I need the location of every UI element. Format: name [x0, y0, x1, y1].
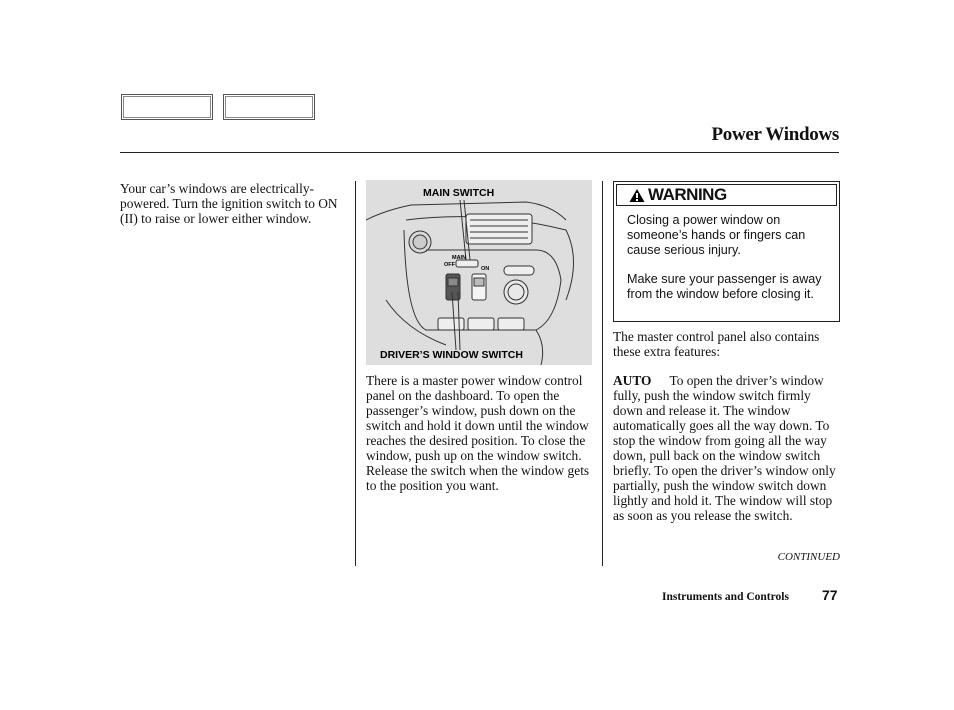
- warning-title: WARNING: [648, 185, 727, 204]
- switch-off-label: OFF: [444, 262, 455, 268]
- warning-box: [613, 181, 840, 322]
- nav-button-1[interactable]: [121, 94, 213, 120]
- drivers-window-switch-label: DRIVER’S WINDOW SWITCH: [380, 349, 523, 361]
- nav-button-2[interactable]: [223, 94, 315, 120]
- continued-label: CONTINUED: [777, 551, 840, 563]
- column-divider-1: [355, 181, 356, 566]
- page-title: Power Windows: [711, 124, 839, 145]
- auto-feature-paragraph: [613, 373, 839, 523]
- column-divider-2: [602, 181, 603, 566]
- auto-description: To open the driver’s window fully, push the window switch firmly down and release it. The window automatically goes all the way down. To stop the window from going all the way down, pull back on the window switch briefly. To open the driver’s window only partially, push the window switch down lightly and hold it. The window will stop as soon as you release the switch.: [613, 373, 836, 523]
- features-intro: The master control panel also contains these extra features:: [613, 329, 820, 359]
- switch-on-label: ON: [481, 266, 490, 272]
- page-number: 77: [822, 587, 838, 603]
- auto-term: AUTO: [613, 373, 652, 388]
- main-switch-label: MAIN SWITCH: [423, 187, 495, 199]
- warning-header: [616, 184, 837, 206]
- dashboard-illustration: [366, 180, 592, 365]
- switch-main-label: MAIN: [452, 255, 467, 261]
- warning-paragraph-1: Closing a power window on someone’s hands or fingers can cause serious injury.: [627, 213, 806, 257]
- warning-body: [627, 213, 829, 302]
- warning-triangle-icon: [629, 188, 645, 203]
- intro-paragraph: Your car’s windows are electrically-powered. Turn the ignition switch to ON (II) to raise or lower either window.: [120, 181, 338, 226]
- dashboard-drawing: [366, 180, 592, 365]
- footer-section-name: Instruments and Controls: [662, 591, 789, 603]
- title-divider: [120, 152, 839, 153]
- warning-paragraph-2: Make sure your passenger is away from the window before closing it.: [627, 272, 822, 302]
- control-panel-paragraph: There is a master power window control panel on the dashboard. To open the passenger’s window, push down on the switch and hold it down until the window reaches the desired position. To close the window, push up on the window switch. Release the switch when the window gets to the position you want.: [366, 373, 590, 493]
